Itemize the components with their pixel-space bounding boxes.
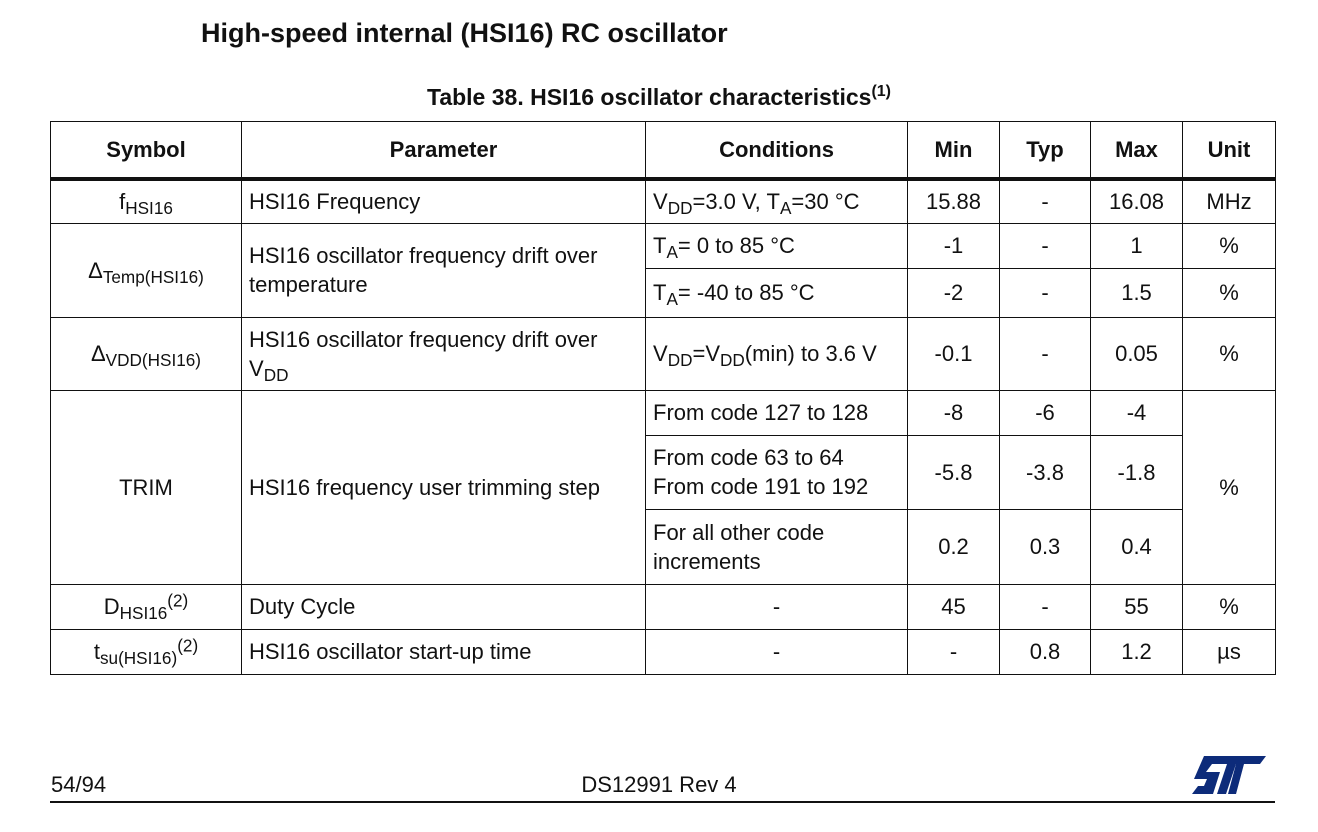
parameter-cell: HSI16 oscillator frequency drift over $V_{DD}$ bbox=[242, 317, 646, 390]
max-cell: 16.08 bbox=[1091, 179, 1183, 223]
footer-divider bbox=[50, 801, 1275, 803]
table-row bbox=[51, 629, 1276, 674]
unit-cell: MHz bbox=[1183, 179, 1276, 223]
symbol-cell: $\Delta_{VDD(HSI16)}$ bbox=[51, 317, 242, 390]
unit-cell: % bbox=[1183, 584, 1276, 629]
header-row bbox=[51, 122, 1276, 180]
min-cell: -5.8 bbox=[908, 435, 1000, 509]
typ-cell: - bbox=[1000, 584, 1091, 629]
typ-cell: - bbox=[1000, 317, 1091, 390]
table-row bbox=[51, 584, 1276, 629]
header-typ: Typ bbox=[1000, 122, 1091, 180]
max-cell: -1.8 bbox=[1091, 435, 1183, 509]
table-caption: Table 38. HSI16 oscillator characteristics$^{(1)}$ bbox=[426, 82, 892, 110]
conditions-cell: - bbox=[646, 629, 908, 674]
symbol-cell: TRIM bbox=[51, 390, 242, 584]
table-row bbox=[51, 390, 1276, 435]
typ-cell: -6 bbox=[1000, 390, 1091, 435]
parameter-cell: Duty Cycle bbox=[242, 584, 646, 629]
conditions-cell: $T_A= -40$ to 85 °C bbox=[646, 268, 908, 317]
section-title: High-speed internal (HSI16) RC oscillator bbox=[201, 18, 728, 48]
min-cell: -8 bbox=[908, 390, 1000, 435]
typ-cell: - bbox=[1000, 268, 1091, 317]
min-cell: - bbox=[908, 629, 1000, 674]
conditions-cell: For all other code increments bbox=[646, 509, 908, 584]
symbol-cell: $t_{su(HSI16)}^{(2)}$ bbox=[51, 629, 242, 674]
typ-cell: -3.8 bbox=[1000, 435, 1091, 509]
header-parameter: Parameter bbox=[242, 122, 646, 180]
conditions-cell: $T_A= 0$ to 85 °C bbox=[646, 223, 908, 268]
unit-cell: % bbox=[1183, 390, 1276, 584]
min-cell: 0.2 bbox=[908, 509, 1000, 584]
max-cell: 1.2 bbox=[1091, 629, 1183, 674]
parameter-cell: HSI16 oscillator frequency drift over temperature bbox=[242, 223, 646, 317]
parameter-cell: HSI16 frequency user trimming step bbox=[242, 390, 646, 584]
table-row bbox=[51, 317, 1276, 390]
symbol-cell: $D_{HSI16}^{(2)}$ bbox=[51, 584, 242, 629]
min-cell: -1 bbox=[908, 223, 1000, 268]
hsi16-characteristics-table bbox=[50, 121, 1276, 675]
unit-cell: % bbox=[1183, 317, 1276, 390]
max-cell: 1.5 bbox=[1091, 268, 1183, 317]
typ-cell: 0.8 bbox=[1000, 629, 1091, 674]
min-cell: 45 bbox=[908, 584, 1000, 629]
conditions-cell: - bbox=[646, 584, 908, 629]
max-cell: 1 bbox=[1091, 223, 1183, 268]
unit-cell: % bbox=[1183, 223, 1276, 268]
max-cell: -4 bbox=[1091, 390, 1183, 435]
document-reference: DS12991 Rev 4 bbox=[581, 772, 737, 797]
typ-cell: - bbox=[1000, 179, 1091, 223]
table-row bbox=[51, 179, 1276, 223]
min-cell: -2 bbox=[908, 268, 1000, 317]
header-max: Max bbox=[1091, 122, 1183, 180]
table-row bbox=[51, 223, 1276, 268]
min-cell: -0.1 bbox=[908, 317, 1000, 390]
header-min: Min bbox=[908, 122, 1000, 180]
max-cell: 0.4 bbox=[1091, 509, 1183, 584]
min-cell: 15.88 bbox=[908, 179, 1000, 223]
typ-cell: 0.3 bbox=[1000, 509, 1091, 584]
conditions-cell: From code 63 to 64 From code 191 to 192 bbox=[646, 435, 908, 509]
unit-cell: µs bbox=[1183, 629, 1276, 674]
page-number: 54/94 bbox=[51, 772, 107, 797]
parameter-cell: HSI16 oscillator start-up time bbox=[242, 629, 646, 674]
st-logo-icon bbox=[1190, 752, 1268, 798]
max-cell: 55 bbox=[1091, 584, 1183, 629]
conditions-cell: $V_{DD}=3.0$ V, $T_A=30$ °C bbox=[646, 179, 908, 223]
parameter-cell: HSI16 Frequency bbox=[242, 179, 646, 223]
symbol-cell: $f_{HSI16}$ bbox=[51, 179, 242, 223]
conditions-cell: $V_{DD}=V_{DD}(\min)$ to 3.6 V bbox=[646, 317, 908, 390]
typ-cell: - bbox=[1000, 223, 1091, 268]
header-unit: Unit bbox=[1183, 122, 1276, 180]
header-symbol: Symbol bbox=[51, 122, 242, 180]
caption-footnote-ref: (1) bbox=[871, 82, 892, 100]
conditions-cell: From code 127 to 128 bbox=[646, 390, 908, 435]
symbol-cell: $\Delta_{Temp(HSI16)}$ bbox=[51, 223, 242, 317]
unit-cell: % bbox=[1183, 268, 1276, 317]
max-cell: 0.05 bbox=[1091, 317, 1183, 390]
header-conditions: Conditions bbox=[646, 122, 908, 180]
